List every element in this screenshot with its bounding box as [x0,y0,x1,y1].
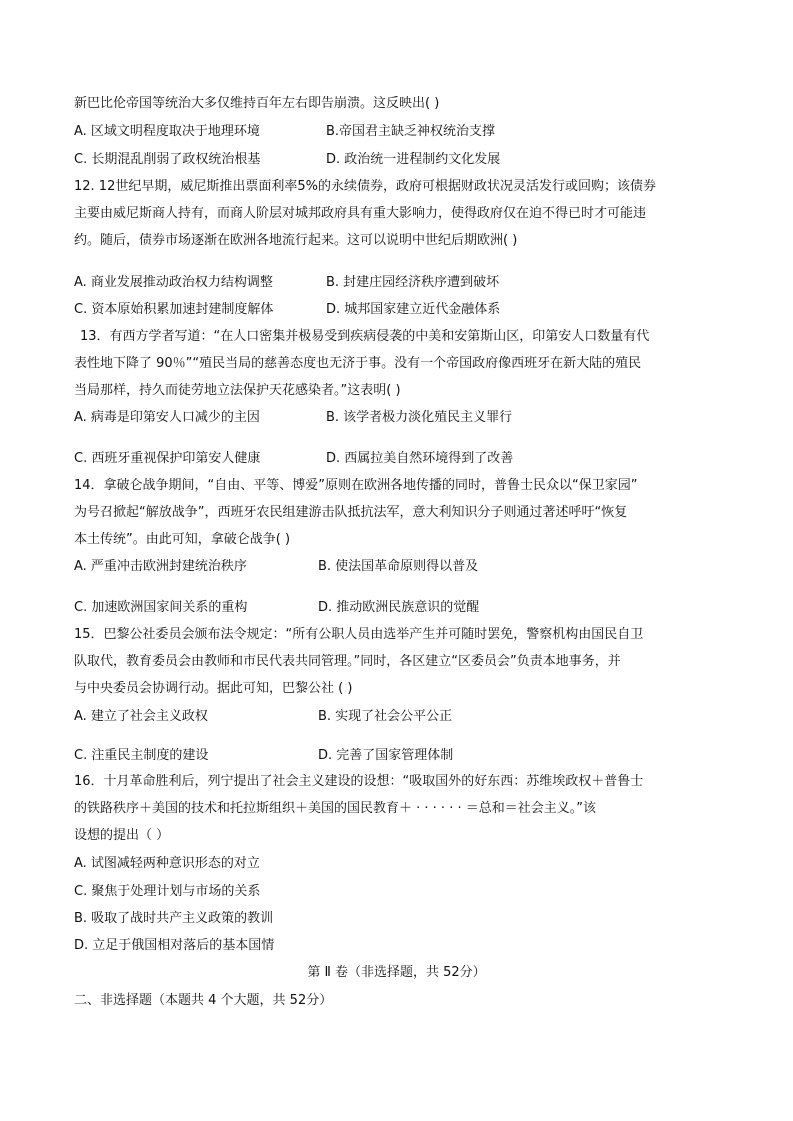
q12-stem-line-2: 主要由威尼斯商人持有，而商人阶层对城邦政府具有重大影响力，使得政府仅在迫不得已时才可能违 [74,206,647,221]
q12-option-a: A. 商业发展推动政治权力结构调整 [74,275,273,290]
q15-option-b: B. 实现了社会公平公正 [318,709,453,724]
q14-option-d: D. 推动欧洲民族意识的觉醒 [318,600,480,615]
q16-option-c: C. 聚焦于处理计划与市场的关系 [74,884,261,899]
q12-option-b: B. 封建庄园经济秩序遭到破坏 [326,275,500,290]
q12-stem-line-3: 约。随后，债券市场逐渐在欧洲各地流行起来。这可以说明中世纪后期欧洲( ) [74,233,518,248]
q14-option-c: C. 加速欧洲国家间关系的重构 [74,600,248,615]
q13-option-b: B. 该学者极力淡化殖民主义罪行 [326,410,513,425]
q12-option-c: C. 资本原始积累加速封建制度解体 [74,302,274,317]
q13-option-d: D. 西属拉美自然环境得到了改善 [326,451,514,466]
q16-stem-line-2: 的铁路秩序＋美国的技术和托拉斯组织＋美国的国民教育＋ · · · · · · ＝总和＝社会主义。”该 [74,801,596,816]
q12-option-d: D. 城邦国家建立近代金融体系 [326,302,501,317]
q14-stem-line-1: 14．拿破仑战争期间，“自由、平等、博爱”原则在欧洲各地传播的同时，普鲁士民众以“保卫家园” [74,478,638,493]
q11-option-c: C. 长期混乱削弱了政权统治根基 [74,152,261,167]
q11-stem-line: 新巴比伦帝国等统治大多仅维持百年左右即告崩溃。这反映出( ) [74,96,440,111]
q13-stem-line-3: 当局那样，持久而徒劳地立法保护天花感染者。”这表明( ) [74,383,401,398]
q11-option-d: D. 政治统一进程制约文化发展 [326,152,501,167]
q15-option-c: C. 注重民主制度的建设 [74,748,209,763]
q16-stem-line-1: 16．十月革命胜利后，列宁提出了社会主义建设的设想：“吸取国外的好东西：苏维埃政权＋普鲁士 [74,774,644,789]
q15-stem-line-1: 15．巴黎公社委员会颁布法令规定：“所有公职人员由选举产生并可随时罢免，警察机构由国民自卫 [74,627,644,642]
section-ii-heading: 二、非选择题（本题共 4 个大题，共 52分） [74,993,333,1008]
q15-option-d: D. 完善了国家管理体制 [318,748,454,763]
q13-option-c: C. 西班牙重视保护印第安人健康 [74,451,261,466]
q13-option-a: A. 病毒是印第安人口减少的主因 [74,410,260,425]
q12-stem-line-1: 12. 12世纪早期，威尼斯推出票面利率5%的永续债券，政府可根据财政状况灵活发行或回购；该债券 [74,179,656,194]
q14-option-b: B. 使法国革命原则得以普及 [318,559,479,574]
q15-stem-line-2: 队取代，教育委员会由教师和市民代表共同管理。”同时，各区建立“区委员会”负责本地事务，并 [74,654,621,669]
q16-option-b: B. 吸取了战时共产主义政策的教训 [74,911,274,926]
q14-stem-line-2: 为号召掀起“解放战争”，西班牙农民组建游击队抵抗法军，意大利知识分子则通过著述呼吁“恢复 [74,505,628,520]
q16-option-a: A. 试图减轻两种意识形态的对立 [74,856,260,871]
q14-option-a: A. 严重冲击欧洲封建统治秩序 [74,559,247,574]
section-ii-title: 第 Ⅱ 卷（非选择题，共 52分） [307,965,486,980]
q11-option-a: A. 区域文明程度取决于地理环境 [74,124,260,139]
q13-stem-line-1: 13．有西方学者写道：“在人口密集并极易受到疾病侵袭的中美和安第斯山区，印第安人口数量有代 [80,329,650,344]
q13-stem-line-2: 表性地下降了 90％”“殖民当局的慈善态度也无济于事。没有一个帝国政府像西班牙在新大陆的殖民 [74,356,642,371]
q16-option-d: D. 立足于俄国相对落后的基本国情 [74,938,275,953]
q14-stem-line-3: 本土传统”。由此可知，拿破仑战争( ) [74,532,291,547]
q15-option-a: A. 建立了社会主义政权 [74,709,208,724]
q15-stem-line-3: 与中央委员会协调行动。据此可知，巴黎公社 ( ) [74,681,353,696]
q11-option-b: B.帝国君主缺乏神权统治支撑 [326,124,496,139]
q16-stem-line-3: 设想的提出（ ） [74,828,170,843]
